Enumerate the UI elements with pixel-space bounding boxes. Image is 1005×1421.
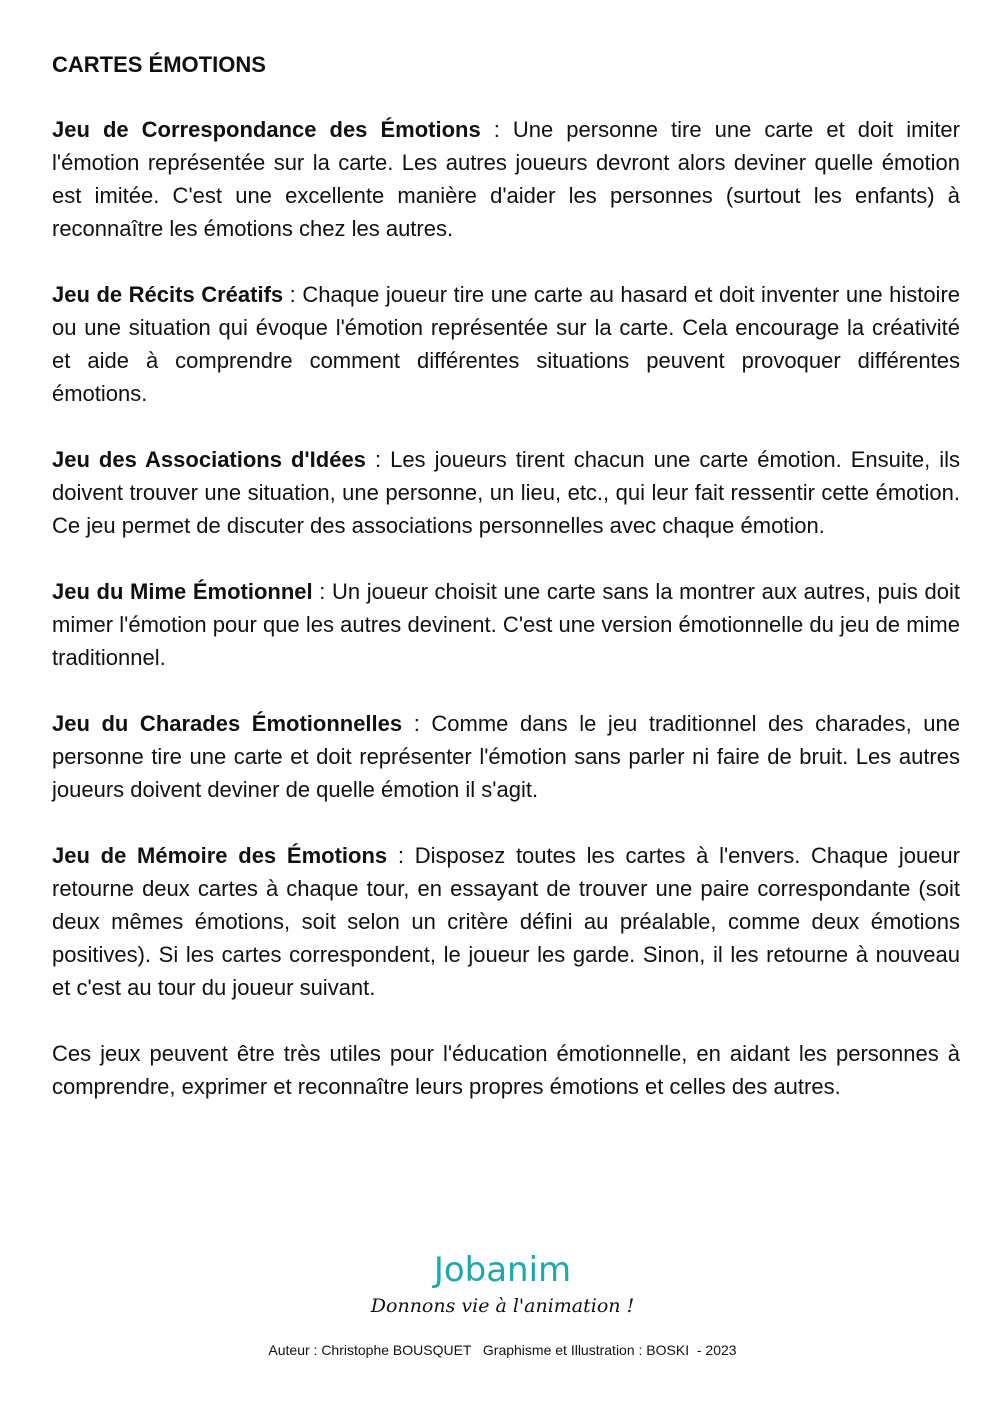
paragraph-text: : Un joueur choisit une carte sans la montrer aux autres, puis doit mimer l'émotion pour que les autres devinent. C'est une version émotionnelle du jeu de mime traditionnel. xyxy=(52,579,960,670)
document-body xyxy=(52,50,960,1136)
page-title: CARTES ÉMOTIONS xyxy=(52,52,266,77)
paragraph-heading: Jeu de Correspondance des Émotions xyxy=(52,117,481,142)
paragraph-text: : Les joueurs tirent chacun une carte émotion. Ensuite, ils doivent trouver une situation, une personne, un lieu, etc., qui leur fait ressentir cette émotion. Ce jeu permet de discuter des associations personnelles avec chaque émotion. xyxy=(52,447,960,538)
paragraph-text: : Disposez toutes les cartes à l'envers. Chaque joueur retourne deux cartes à chaque tour, en essayant de trouver une paire correspondante (soit deux mêmes émotions, soit selon un critère défini au préalable, comme deux émotions positives). Si les cartes correspondent, le joueur les garde. Sinon, il les retourne à nouveau et c'est au tour du joueur suivant. xyxy=(52,843,960,1000)
paragraph-correspondance xyxy=(52,113,960,245)
jobanim-logo xyxy=(0,1250,1005,1320)
paragraph-heading: Jeu de Mémoire des Émotions xyxy=(52,843,388,868)
paragraph-heading: Jeu des Associations d'Idées xyxy=(52,447,366,472)
paragraph-conclusion: Ces jeux peuvent être très utiles pour l'éducation émotionnelle, en aidant les personnes à comprendre, exprimer et reconnaître leurs propres émotions et celles des autres. xyxy=(52,1041,960,1099)
paragraph-mime xyxy=(52,575,960,674)
paragraph-heading: Jeu du Charades Émotionnelles xyxy=(52,711,403,736)
paragraph-associations xyxy=(52,443,960,542)
logo-tagline: Donnons vie à l'animation ! xyxy=(370,1295,635,1317)
paragraph-recits xyxy=(52,278,960,410)
paragraph-text: : Une personne tire une carte et doit imiter l'émotion représentée sur la carte. Les autres joueurs devront alors deviner quelle émotion est imitée. C'est une excellente manière d'aider les personnes (surtout les enfants) à reconnaître les émotions chez les autres. xyxy=(52,117,960,241)
paragraph-text: : Chaque joueur tire une carte au hasard et doit inventer une histoire ou une situation qui évoque l'émotion représentée sur la carte. Cela encourage la créativité et aide à comprendre comment différentes situations peuvent provoquer différentes émotions. xyxy=(52,282,961,406)
paragraph-heading: Jeu de Récits Créatifs xyxy=(52,282,284,307)
logo-brand: Jobanim xyxy=(433,1250,572,1290)
footer-credits: Auteur : Christophe BOUSQUET Graphisme et Illustration : BOSKI - 2023 xyxy=(268,1342,737,1358)
paragraph-text: : Comme dans le jeu traditionnel des charades, une personne tire une carte et doit représenter l'émotion sans parler ni faire de bruit. Les autres joueurs doivent deviner de quelle émotion il s'agit. xyxy=(52,711,960,802)
paragraph-charades xyxy=(52,707,960,806)
paragraph-memoire xyxy=(52,839,960,1004)
paragraph-heading: Jeu du Mime Émotionnel xyxy=(52,579,313,604)
